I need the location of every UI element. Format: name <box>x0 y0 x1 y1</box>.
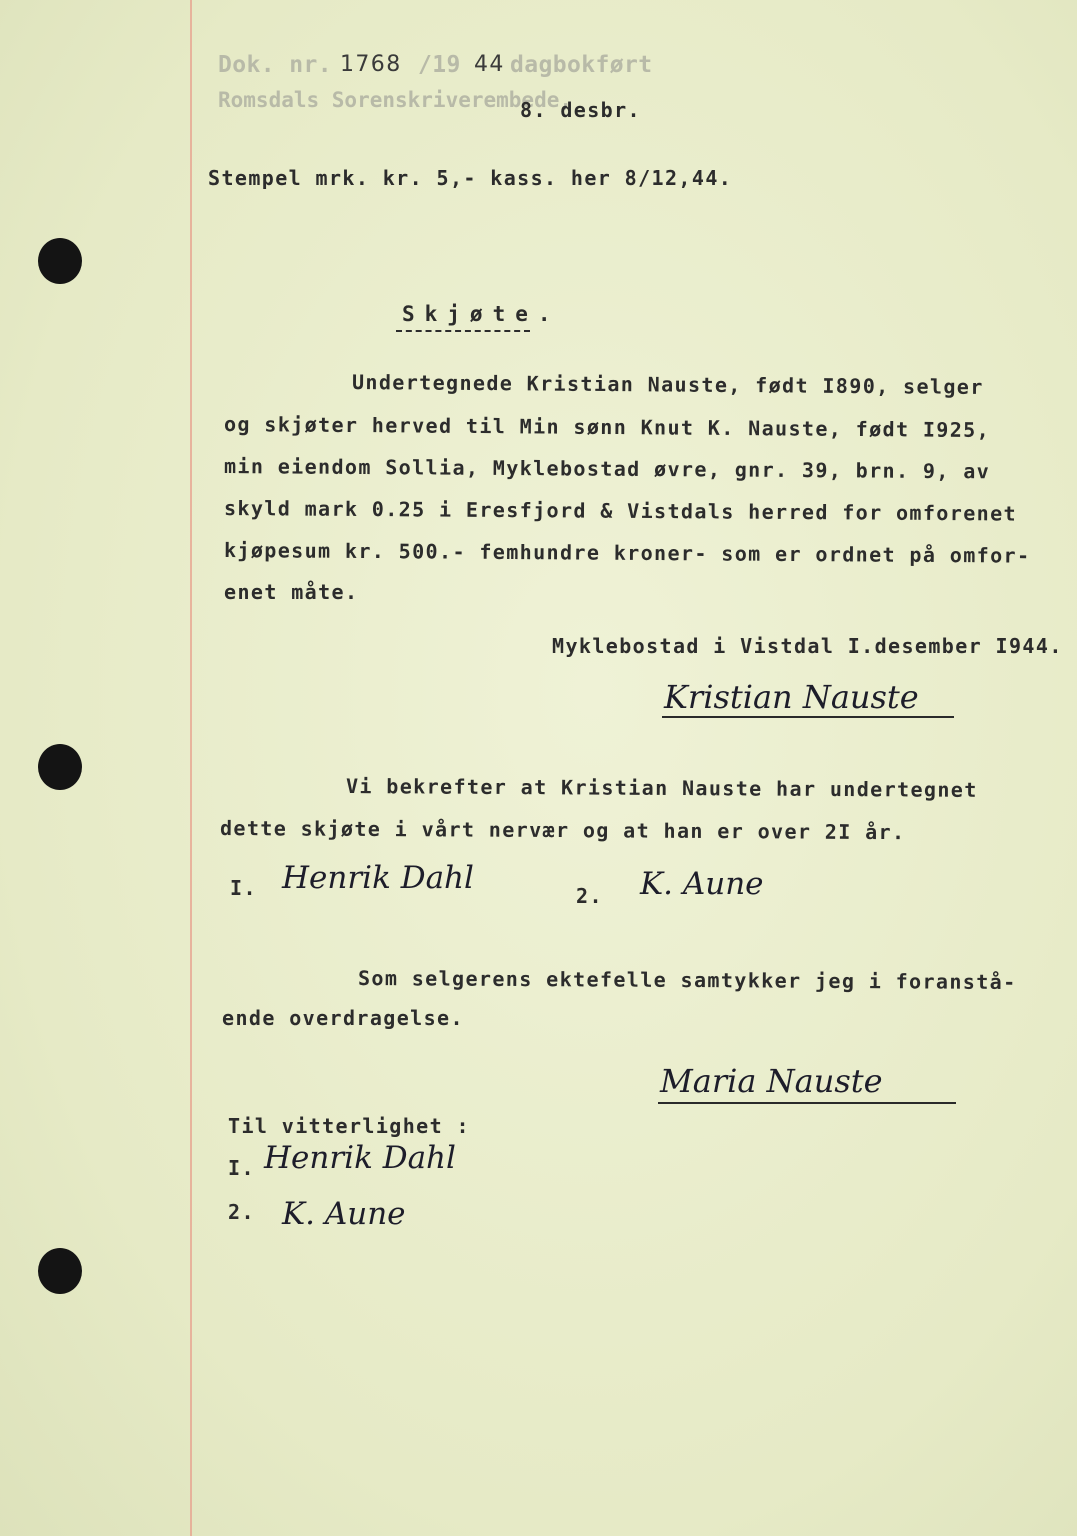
spouse-signature-underline <box>658 1102 956 1104</box>
witness-1-number: I. <box>230 876 257 900</box>
spouse-line-2: ende overdragelse. <box>222 1006 464 1030</box>
witness-label: Til vitterlighet : <box>228 1114 470 1138</box>
witness2-1-number: I. <box>228 1156 255 1180</box>
body-line-1: Undertegnede Kristian Nauste, født I890, selger <box>351 370 984 399</box>
body-line-4: skyld mark 0.25 i Eresfjord & Vistdals herred for omforenet <box>223 496 1018 526</box>
witness2-1-signature: Henrik Dahl <box>264 1140 456 1176</box>
witness-2-signature: K. Aune <box>640 866 764 902</box>
spouse-signature: Maria Nauste <box>660 1062 883 1100</box>
year-prefix: /19 <box>418 52 461 78</box>
spouse-line-1: Som selgerens ektefelle samtykker jeg i foranstå- <box>357 966 1017 995</box>
stamp-fee-line: Stempel mrk. kr. 5,- kass. her 8/12,44. <box>208 166 733 190</box>
body-line-6: enet måte. <box>224 580 359 604</box>
witness2-2-number: 2. <box>228 1200 255 1224</box>
witness-2-number: 2. <box>576 884 603 908</box>
body-line-5: kjøpesum kr. 500.- femhundre kroner- som er ordnet på omfor- <box>223 538 1031 568</box>
margin-rule <box>190 0 192 1536</box>
registration-date: 8. desbr. <box>520 98 641 122</box>
doc-number: 1768 <box>340 52 402 77</box>
year-suffix: 44 <box>474 52 505 77</box>
body-line-2: og skjøter herved til Min sønn Knut K. Nauste, født I925, <box>223 412 991 443</box>
seller-signature: Kristian Nauste <box>664 678 919 716</box>
title-underline <box>396 330 530 332</box>
stamp-suffix: dagbokført <box>510 52 653 78</box>
seller-signature-underline <box>662 716 954 718</box>
office-stamp: Romsdals Sorenskriverembede, <box>218 88 573 112</box>
punch-hole-bottom <box>38 1248 82 1294</box>
body-line-3: min eiendom Sollia, Myklebostad øvre, gnr. 39, brn. 9, av <box>223 454 991 484</box>
confirm-line-1: Vi bekrefter at Kristian Nauste har undertegnet <box>345 774 978 802</box>
witness-1-signature: Henrik Dahl <box>282 860 474 896</box>
punch-hole-top <box>38 238 82 284</box>
document-title: Skjøte. <box>402 302 561 326</box>
confirm-line-2: dette skjøte i vårt nervær og at han er over 2I år. <box>219 816 906 845</box>
place-date: Myklebostad i Vistdal I.desember I944. <box>552 634 1063 658</box>
witness2-2-signature: K. Aune <box>282 1196 406 1232</box>
stamp-prefix: Dok. nr. <box>218 52 332 78</box>
punch-hole-middle <box>38 744 82 790</box>
